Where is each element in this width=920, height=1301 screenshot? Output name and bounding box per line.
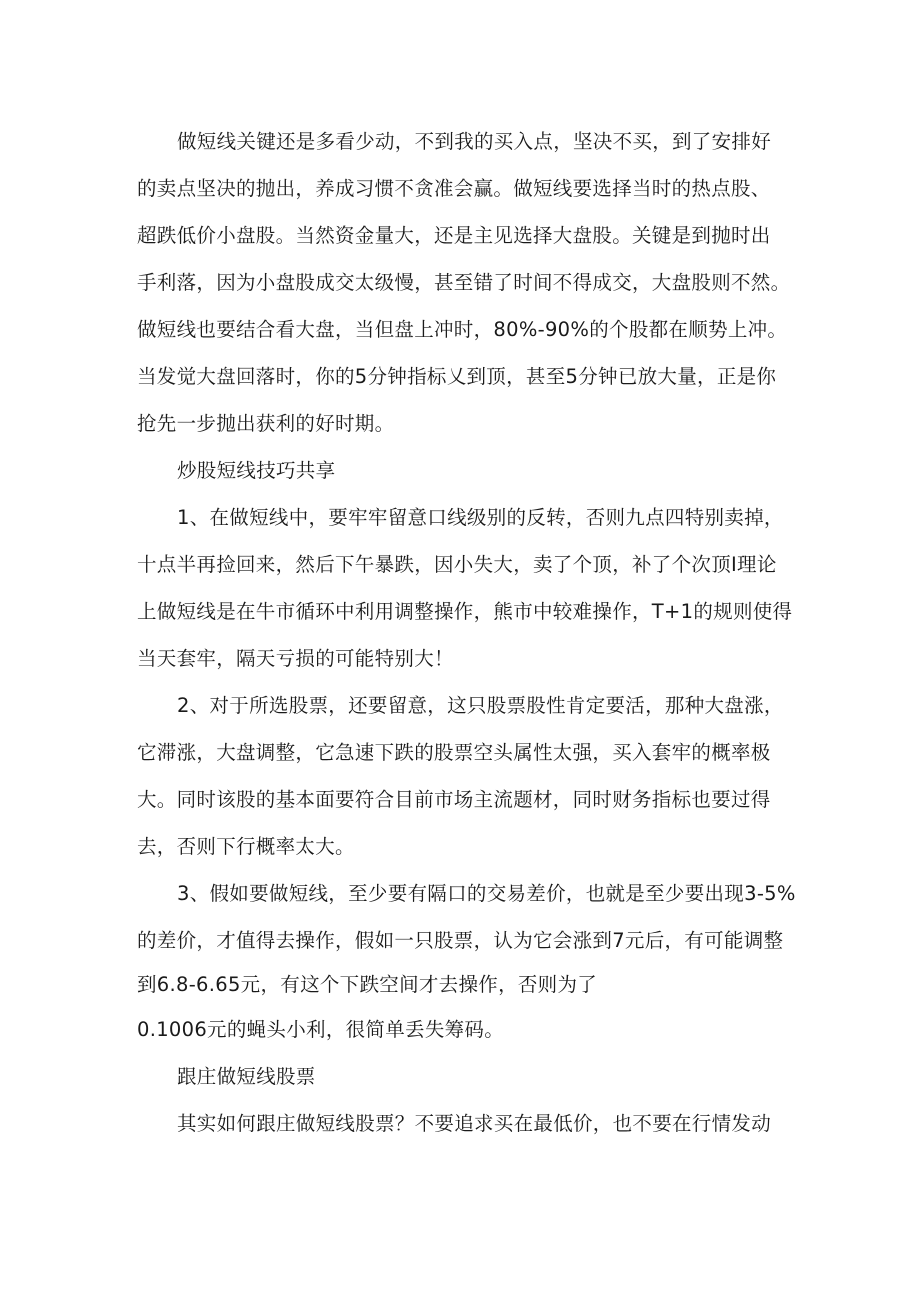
paragraph-line: 3、假如要做短线，至少要有隔口的交易差价，也就是至少要出现3-5% xyxy=(177,882,796,905)
paragraph-line: 当发觉大盘回落时，你的5分钟指标乂到顶，甚至5分钟已放大量，正是你 xyxy=(137,365,777,388)
paragraph-line: 的卖点坚决的抛出，养成习惯不贪准会赢。做短线要选择当时的热点股、 xyxy=(137,177,771,200)
paragraph-line: 超跌低价小盘股。当然资金量大，还是主见选择大盘股。关键是到抛时出 xyxy=(137,224,771,247)
document-body xyxy=(137,118,797,1147)
paragraph-line: 2、对于所选股票，还要留意，这只股票股性肯定要活，那种大盘涨， xyxy=(177,694,784,717)
paragraph-line: 0.1006元的蝇头小利，很简单丢失筹码。 xyxy=(137,1018,505,1041)
paragraph-line: 手利落，因为小盘股成交太级慢，甚至错了时间不得成交，大盘股则不然。 xyxy=(137,271,791,294)
paragraph-line: 十点半再捡回来，然后下午暴跌，因小失大，卖了个顶，补了个次顶I理论 xyxy=(137,553,777,576)
paragraph-line: 其实如何跟庄做短线股票？不要追求买在最低价，也不要在行情发动 xyxy=(177,1112,772,1135)
paragraph-line: 当天套牢，隔天亏损的可能特别大！ xyxy=(137,647,454,670)
section-heading: 炒股短线技巧共享 xyxy=(177,459,336,482)
paragraph-line: 去，否则下行概率太大。 xyxy=(137,835,355,858)
paragraph-line: 的差价，才值得去操作，假如一只股票，认为它会涨到7元后，有可能调整 xyxy=(137,929,784,952)
paragraph-line: 上做短线是在牛市循环中利用调整操作，熊市中较难操作，T+1的规则使得 xyxy=(137,600,793,623)
paragraph-line: 做短线也要结合看大盘，当但盘上冲时，80%-90%的个股都在顺势上冲。 xyxy=(137,318,788,341)
paragraph-line: 到6.8-6.65元，有这个下跌空间才去操作，否则为了 xyxy=(137,973,598,996)
paragraph-line: 做短线关键还是多看少动，不到我的买入点，坚决不买，到了安排好 xyxy=(177,130,772,153)
paragraph-line: 它滞涨，大盘调整，它急速下跌的股票空头属性太强，买入套牢的概率极 xyxy=(137,741,771,764)
paragraph-line: 1、在做短线中，要牢牢留意口线级别的反转，否则九点四特别卖掉， xyxy=(177,506,784,529)
paragraph-line: 大。同时该股的基本面要符合目前市场主流题材，同时财务指标也要过得 xyxy=(137,788,771,811)
paragraph-line: 抢先一步抛出获利的好时期。 xyxy=(137,412,395,435)
section-heading: 跟庄做短线股票 xyxy=(177,1065,316,1088)
